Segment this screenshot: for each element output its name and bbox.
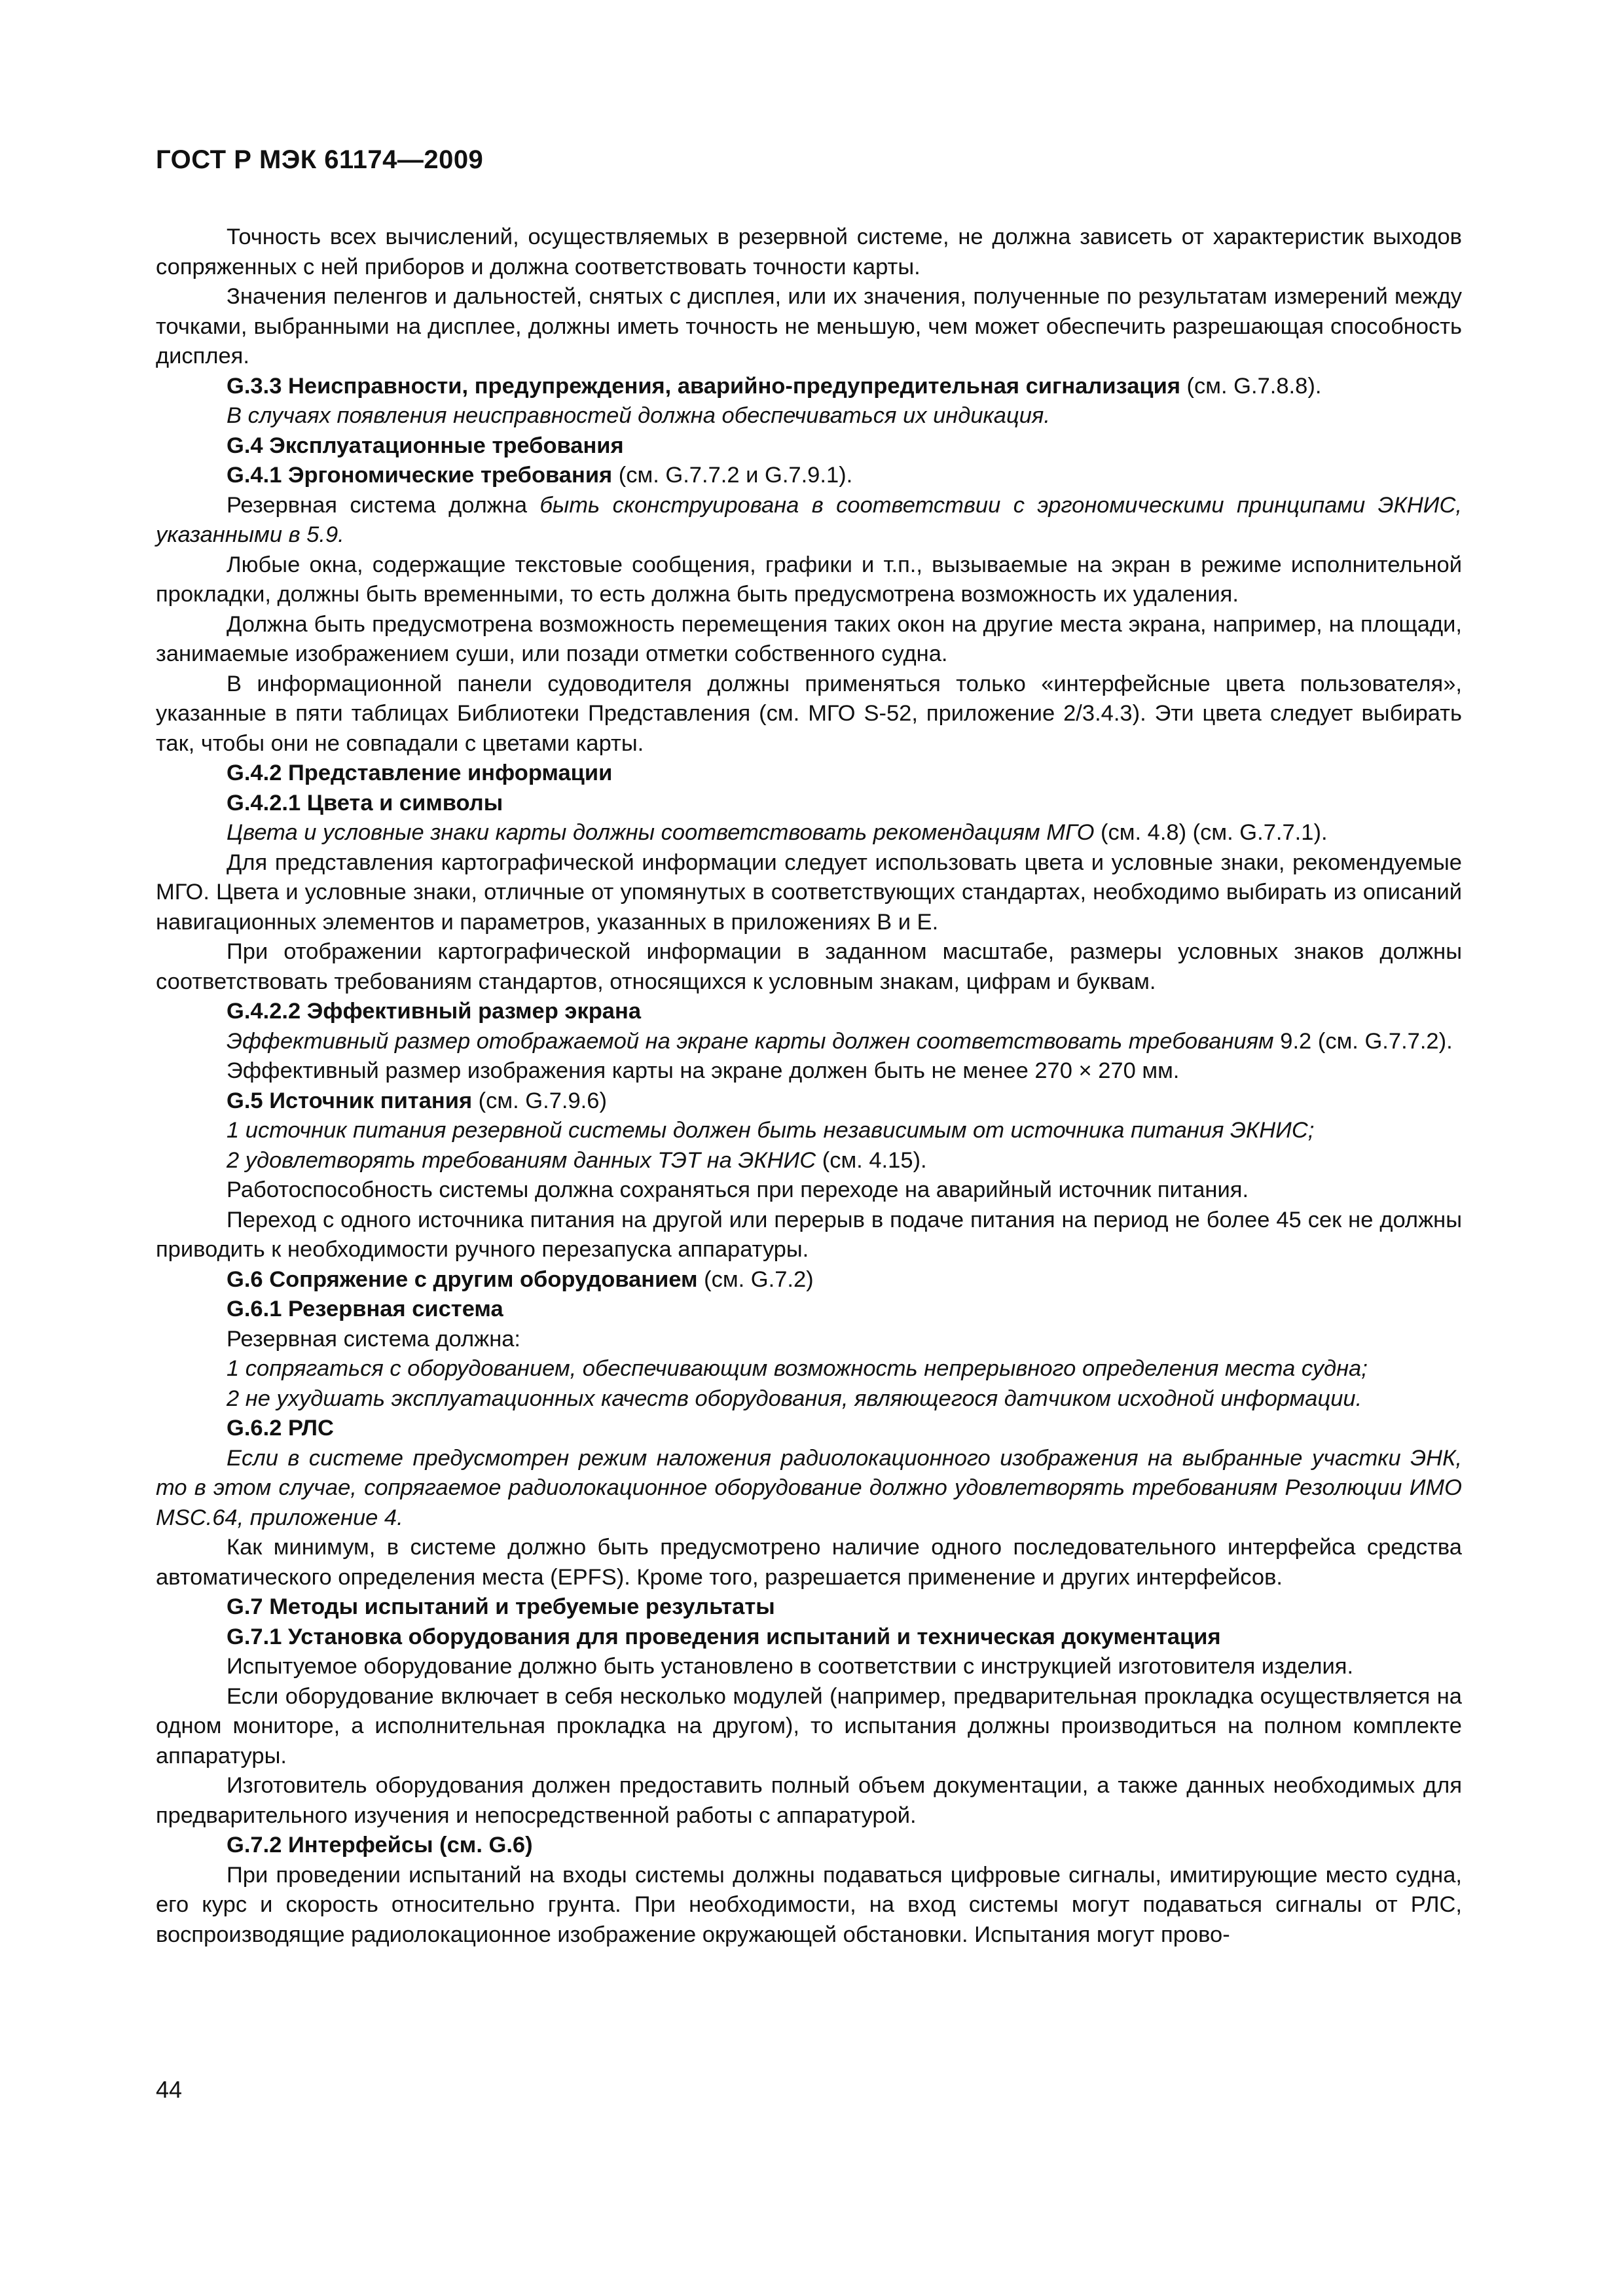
section-reference: 9.2 (см. G.7.7.2). [1273, 1028, 1453, 1054]
section-reference: (см. G.7.8.8). [1180, 373, 1322, 399]
paragraph: Значения пеленгов и дальностей, снятых с дисплея, или их значения, полученные по результатам измерений между точками, выбранными на дисплее, должны иметь точность не меньшую, чем может обеспечить разрешающая способность дисплея. [156, 284, 1462, 368]
paragraph: Эффективный размер изображения карты на экране должен быть не менее 270 × 270 мм. [227, 1058, 1180, 1083]
paragraph-italic-text: 2 удовлетворять требованиям данных ТЭТ на ЭКНИС [227, 1147, 816, 1173]
page-number: 44 [156, 2076, 183, 2103]
section-heading-g41 [156, 461, 1462, 491]
section-heading-g33 [156, 372, 1462, 402]
section-heading-g72: G.7.2 Интерфейсы (см. G.6) [227, 1833, 533, 1857]
paragraph [156, 818, 1462, 848]
paragraph: В случаях появления неисправностей должна обеспечиваться их индикация. [227, 403, 1050, 428]
paragraph-italic-text: быть сконструирована в соответствии с эргономическими принципами ЭКНИС, указанными в 5.9. [156, 492, 1462, 547]
section-heading-g42: G.4.2 Представление информации [227, 761, 613, 785]
paragraph-italic-text: Цвета и условные знаки карты должны соответствовать рекомендациям МГО [227, 820, 1095, 845]
paragraph-text: Резервная система должна [227, 492, 540, 518]
paragraph [156, 1027, 1462, 1057]
list-item: 2 не ухудшать эксплуатационных качеств оборудования, являющегося датчиком исходной информации. [227, 1386, 1362, 1411]
section-heading-text: G.4.1 Эргономические требования [227, 463, 613, 488]
paragraph [156, 491, 1462, 550]
paragraph: Если оборудование включает в себя несколько модулей (например, предварительная прокладка осуществляется на одном мониторе, а исполнительная прокладка на другом), то испытания должны производиться на полном комплекте аппаратуры. [156, 1683, 1462, 1768]
section-heading-g421: G.4.2.1 Цвета и символы [227, 790, 503, 816]
document-header: ГОСТ Р МЭК 61174—2009 [156, 145, 484, 174]
paragraph: Должна быть предусмотрена возможность перемещения таких окон на другие места экрана, например, на площади, занимаемые изображением суши, или позади отметки собственного судна. [156, 611, 1462, 666]
section-reference: (см. G.7.7.2 и G.7.9.1). [612, 463, 853, 488]
paragraph: Резервная система должна: [227, 1326, 521, 1352]
section-reference: (см. G.7.2) [697, 1266, 814, 1292]
list-item: 1 источник питания резервной системы должен быть независимым от источника питания ЭКНИС; [227, 1118, 1315, 1143]
paragraph: Любые окна, содержащие текстовые сообщения, графики и т.п., вызываемые на экран в режиме исполнительной прокладки, должны быть временными, то есть должна быть предусмотрена возможность их удаления. [156, 552, 1462, 607]
paragraph: При отображении картографической информации в заданном масштабе, размеры условных знаков должны соответствовать требованиям стандартов, относящихся к условным знакам, цифрам и буквам. [156, 939, 1462, 994]
paragraph: Работоспособность системы должна сохраняться при переходе на аварийный источник питания. [227, 1177, 1249, 1202]
paragraph: Если в системе предусмотрен режим наложения радиолокационного изображения на выбранные участки ЭНК, то в этом случае, сопрягаемое радиолокационное оборудование должно удовлетворять требованиям Резолюции ИМО MSC.64, приложение 4. [156, 1445, 1462, 1530]
section-heading-g422: G.4.2.2 Эффективный размер экрана [227, 999, 642, 1024]
paragraph: Переход с одного источника питания на другой или перерыв в подаче питания на период не более 45 сек не должны приводить к необходимости ручного перезапуска аппаратуры. [156, 1207, 1462, 1262]
section-heading-g62: G.6.2 РЛС [227, 1416, 334, 1441]
section-reference: (см. G.7.9.6) [472, 1088, 607, 1113]
paragraph: Точность всех вычислений, осуществляемых в резервной системе, не должна зависеть от характеристик выходов сопряженных с ней приборов и должна соответствовать точности карты. [156, 224, 1462, 279]
section-heading-g71: G.7.1 Установка оборудования для проведения испытаний и техническая документация [227, 1624, 1221, 1649]
section-heading-text: G.3.3 Неисправности, предупреждения, аварийно-предупредительная сигнализация [227, 373, 1180, 399]
section-heading-text: G.5 Источник питания [227, 1088, 473, 1113]
section-reference: (см. 4.8) (см. G.7.7.1). [1094, 820, 1328, 845]
paragraph: Испытуемое оборудование должно быть установлено в соответствии с инструкцией изготовителя изделия. [227, 1654, 1354, 1679]
section-reference: (см. 4.15). [816, 1147, 927, 1173]
section-heading-g6 [156, 1265, 1462, 1295]
paragraph: В информационной панели судоводителя должны применяться только «интерфейсные цвета пользователя», указанные в пяти таблицах Библиотеки Представления (см. МГО S-52, приложение 2/3.4.3). Эти цвета следует выбирать так, чтобы они не совпадали с цветами карты. [156, 671, 1462, 756]
paragraph-italic-text: Эффективный размер отображаемой на экране карты должен соответствовать требованиям [227, 1028, 1274, 1054]
document-body [156, 223, 1462, 1950]
paragraph: Для представления картографической информации следует использовать цвета и условные знаки, рекомендуемые МГО. Цвета и условные знаки, отличные от упомянутых в соответствующих стандартах, необходимо выбирать из описаний навигационных элементов и параметров, указанных в приложениях В и Е. [156, 850, 1462, 935]
section-heading-g61: G.6.1 Резервная система [227, 1297, 503, 1321]
paragraph: Как минимум, в системе должно быть предусмотрено наличие одного последовательного интерфейса средства автоматического определения места (EPFS). Кроме того, разрешается применение и других интерфейсов. [156, 1535, 1462, 1590]
list-item [156, 1146, 1462, 1176]
section-heading-g5 [156, 1086, 1462, 1117]
paragraph: При проведении испытаний на входы системы должны подаваться цифровые сигналы, имитирующие место судна, его курс и скорость относительно грунта. При необходимости, на вход системы могут подаваться сигналы от РЛС, воспроизводящие радиолокационное изображение окружающей обстановки. Испытания могут прово- [156, 1862, 1462, 1947]
list-item: 1 сопрягаться с оборудованием, обеспечивающим возможность непрерывного определения места судна; [227, 1356, 1368, 1381]
section-heading-text: G.6 Сопряжение с другим оборудованием [227, 1266, 698, 1292]
paragraph: Изготовитель оборудования должен предоставить полный объем документации, а также данных необходимых для предварительного изучения и непосредственной работы с аппаратурой. [156, 1773, 1462, 1828]
section-heading-g7: G.7 Методы испытаний и требуемые результаты [227, 1594, 775, 1619]
section-heading-g4: G.4 Эксплуатационные требования [227, 433, 624, 458]
